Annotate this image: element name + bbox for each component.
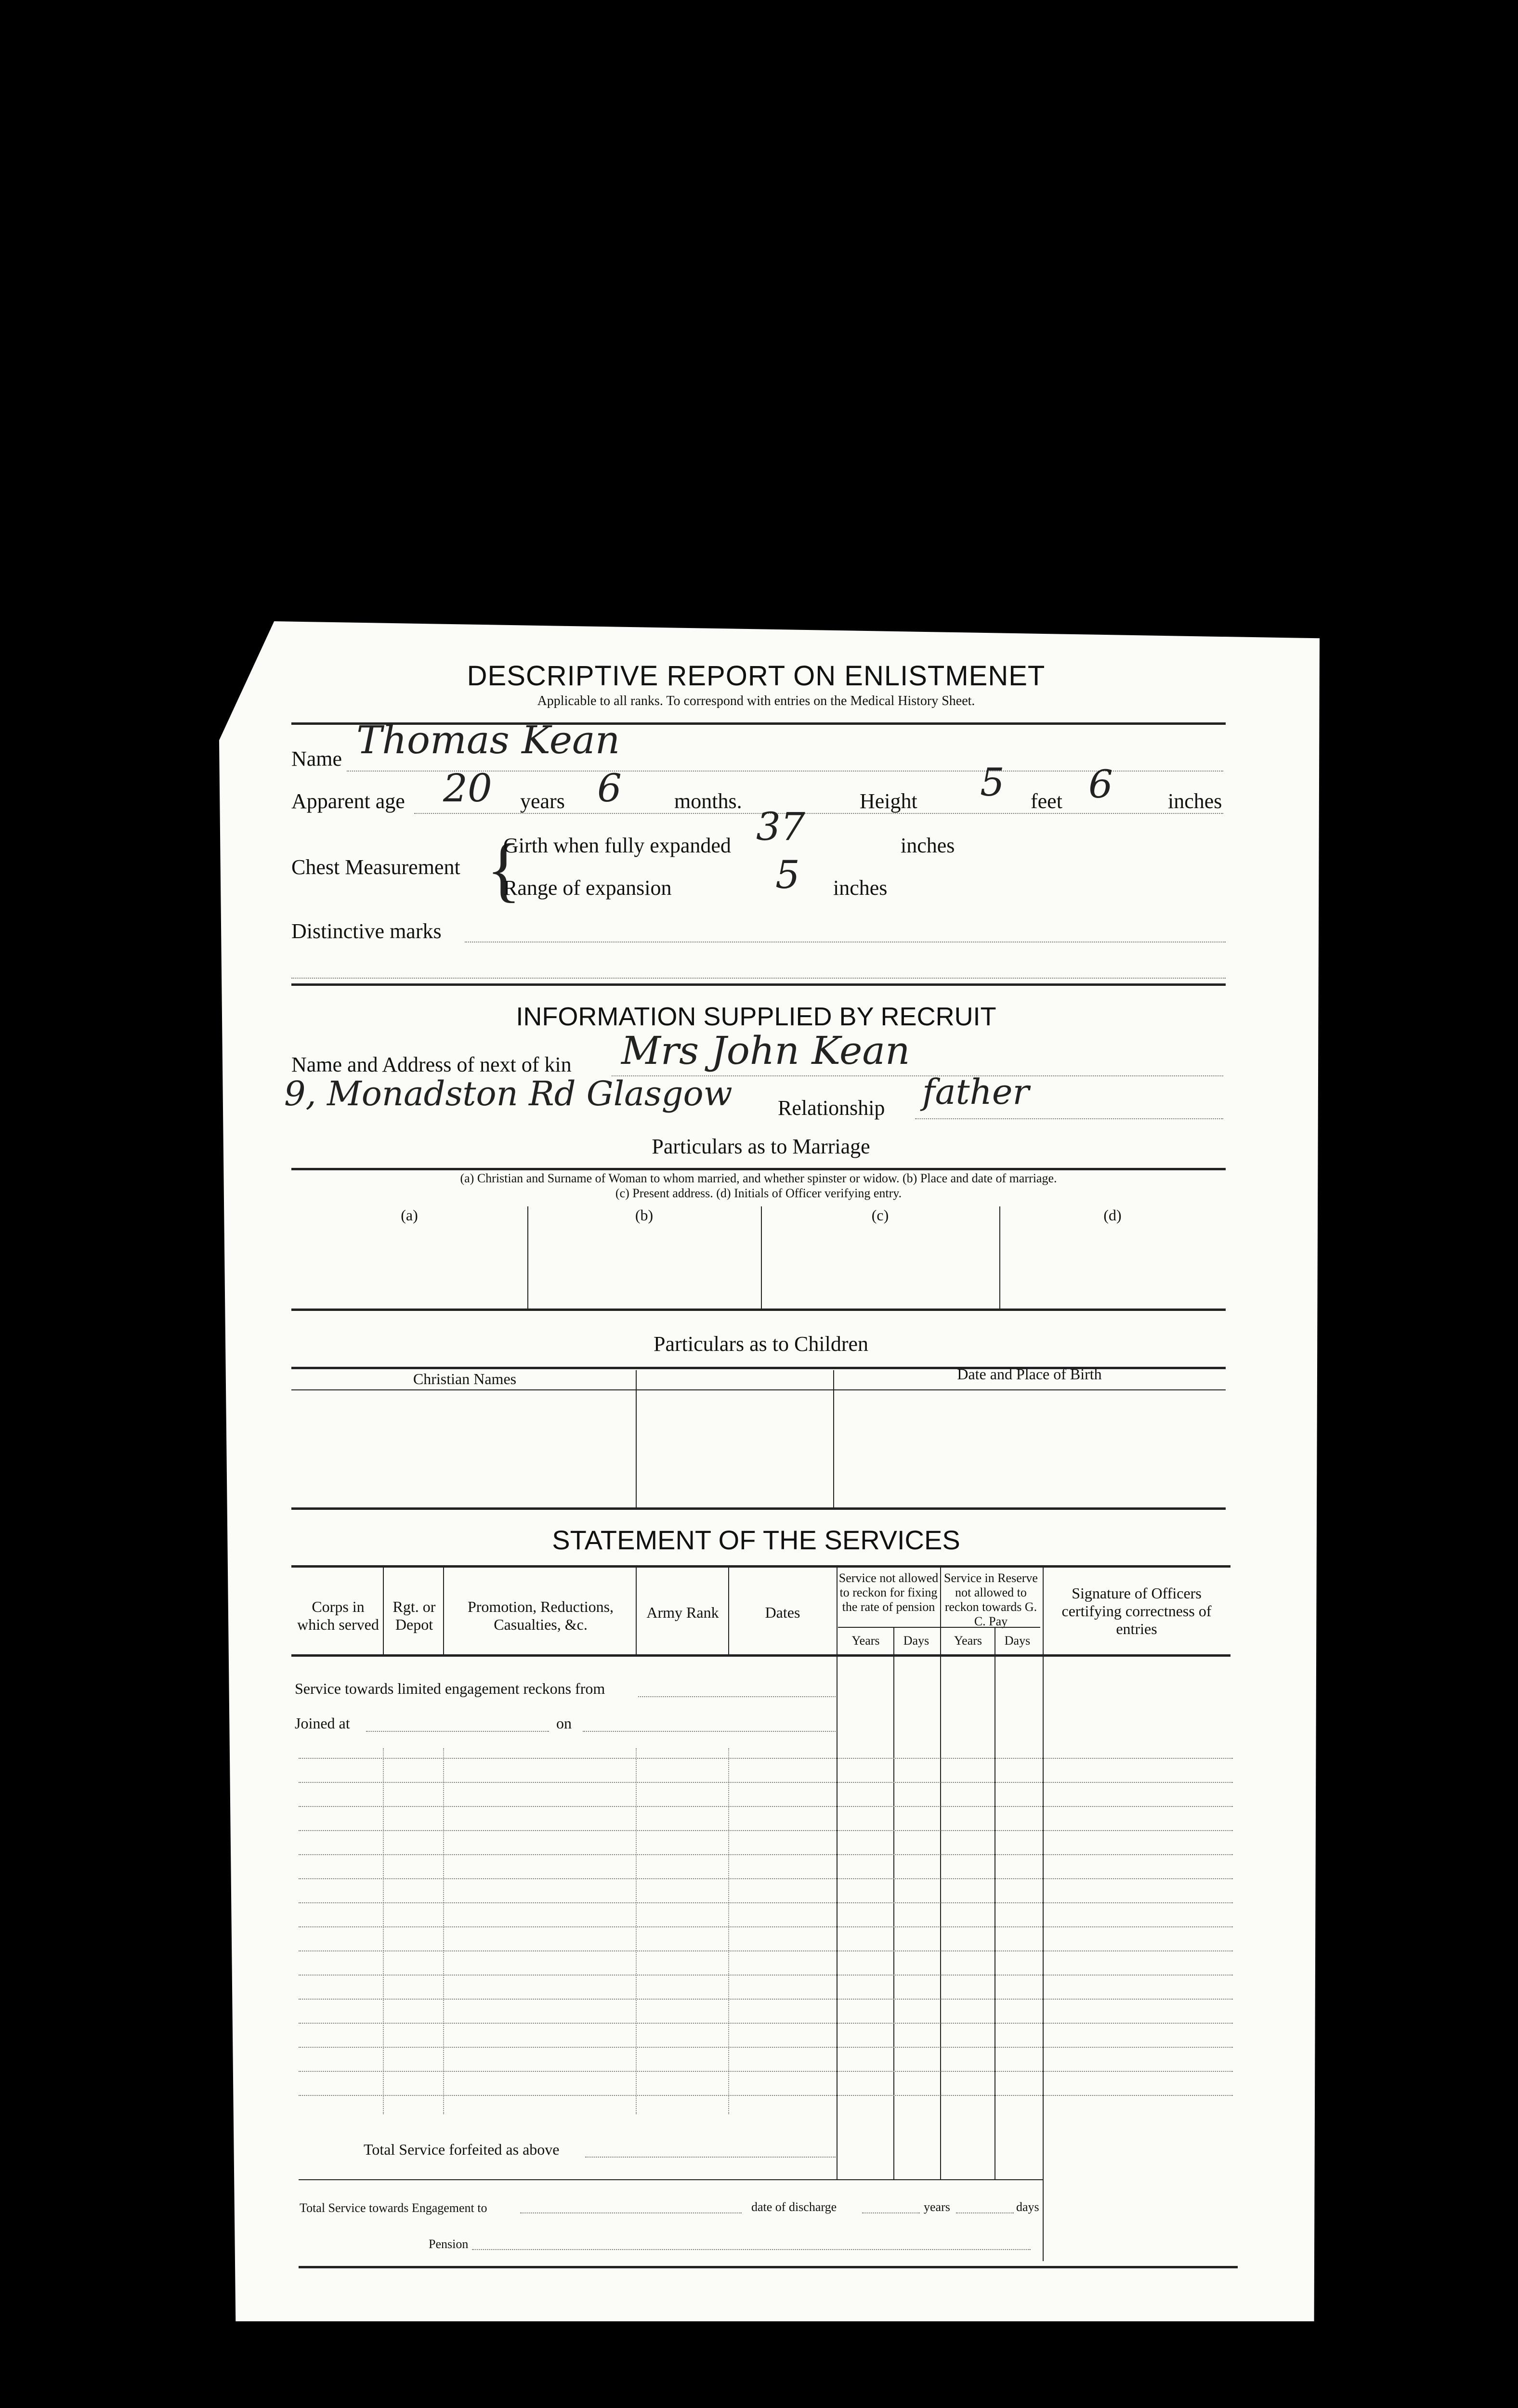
relationship-label: Relationship — [778, 1096, 885, 1120]
relationship-line — [915, 1118, 1223, 1119]
form-title: DESCRIPTIVE REPORT ON ENLISTMENET — [467, 660, 1046, 692]
marriage-col-d: (d) — [1103, 1206, 1122, 1224]
services-divider-rank — [728, 1568, 729, 1654]
children-divider-1 — [636, 1370, 637, 1507]
recruit-heading: INFORMATION SUPPLIED BY RECRUIT — [516, 1002, 996, 1031]
name-label: Name — [291, 747, 342, 771]
marriage-col-a: (a) — [401, 1206, 418, 1224]
form-subtitle: Applicable to all ranks. To correspond with entries on the Medical History Sheet. — [537, 694, 975, 708]
marriage-note-1: (a) Christian and Surname of Woman to whom married, and whether spinster or widow. (b) Place and date of marriage. — [460, 1171, 1057, 1185]
services-col-reserve: Service in Reserve not allowed to reckon towards G. C. Pay — [944, 1571, 1038, 1628]
age-years-value: 20 — [443, 766, 492, 811]
body-divider-corps — [383, 1748, 384, 2114]
totals-rule — [299, 2179, 1043, 2180]
marriage-col-b: (b) — [635, 1206, 654, 1224]
marriage-rule-top — [291, 1168, 1226, 1170]
age-months-value: 6 — [597, 766, 622, 811]
service-row-line-9 — [299, 1950, 1233, 1951]
service-row-line-15 — [299, 2095, 1233, 2096]
total-engagement-label: Total Service towards Engagement to — [300, 2201, 487, 2215]
total-line — [520, 2212, 742, 2213]
marriage-rule-bottom — [291, 1309, 1226, 1311]
section-rule-1 — [291, 983, 1226, 986]
services-header-rule — [291, 1654, 1230, 1657]
service-row-line-11 — [299, 1999, 1233, 2000]
service-row-line-2 — [299, 1782, 1233, 1783]
children-divider-2 — [833, 1370, 834, 1507]
services-col-rgt: Rgt. or Depot — [393, 1598, 436, 1633]
services-col-rank: Army Rank — [646, 1604, 719, 1621]
inches-label: inches — [1168, 789, 1222, 813]
services-rule-top — [291, 1565, 1230, 1568]
marriage-divider-2 — [761, 1206, 762, 1309]
service-row-line-6 — [299, 1878, 1233, 1879]
services-col-promotion: Promotion, Reductions, Casualties, &c. — [467, 1598, 614, 1633]
chest-label: Chest Measurement — [291, 855, 460, 879]
name-value: Thomas Kean — [356, 718, 620, 762]
service-row-line-7 — [299, 1902, 1233, 1903]
forfeited-line — [585, 2157, 836, 2158]
services-col-signature: Signature of Officers certifying correctness of entries — [1061, 1584, 1212, 1637]
body-divider-promotion — [636, 1748, 637, 2114]
service-row-line-3 — [299, 1806, 1233, 1807]
range-unit: inches — [833, 876, 888, 900]
joined-label: Joined at — [295, 1714, 350, 1732]
service-row-line-10 — [299, 1975, 1233, 1976]
marriage-heading: Particulars as to Marriage — [652, 1135, 870, 1158]
service-row-line-1 — [299, 1758, 1233, 1759]
girth-unit: inches — [901, 834, 955, 857]
total-years-line — [956, 2212, 1014, 2213]
range-label: Range of expansion — [503, 876, 672, 900]
girth-value: 37 — [756, 804, 805, 849]
children-col-birth: Date and Place of Birth — [957, 1365, 1102, 1383]
address-value: 9, Monadston Rd Glasgow — [284, 1074, 733, 1113]
on-label: on — [556, 1714, 572, 1732]
children-col-names: Christian Names — [413, 1370, 517, 1387]
chest-brace: { — [486, 829, 521, 909]
pension-line — [472, 2249, 1031, 2250]
services-col-dates: Dates — [765, 1604, 800, 1621]
services-col-corps: Corps in which served — [297, 1598, 379, 1633]
services-divider-res-days — [1043, 1568, 1044, 2261]
service-row-line-14 — [299, 2071, 1233, 2072]
services-rule-bottom — [299, 2266, 1238, 2268]
total-years-label: years — [924, 2200, 950, 2214]
not-allowed-days: Days — [903, 1634, 929, 1648]
limited-engagement-label: Service towards limited engagement reckons from — [295, 1680, 605, 1697]
forfeited-label: Total Service forfeited as above — [364, 2141, 560, 2158]
body-divider-rank — [728, 1748, 729, 2114]
age-label: Apparent age — [291, 789, 405, 813]
kin-value: Mrs John Kean — [621, 1028, 910, 1073]
service-row-line-12 — [299, 2023, 1233, 2024]
feet-label: feet — [1031, 789, 1062, 813]
children-rule-bottom — [291, 1507, 1226, 1510]
joined-line — [366, 1731, 549, 1732]
years-label: years — [520, 789, 565, 813]
services-divider-corps — [383, 1568, 384, 1654]
months-label: months. — [674, 789, 742, 813]
marriage-divider-3 — [999, 1206, 1000, 1309]
relationship-value: father — [922, 1072, 1029, 1112]
age-line — [414, 813, 1223, 814]
services-col-not-allowed: Service not allowed to reckon for fixing the rate of pension — [838, 1571, 939, 1614]
height-inches-value: 6 — [1088, 762, 1113, 807]
reserve-years: Years — [954, 1634, 982, 1648]
kin-label: Name and Address of next of kin — [291, 1053, 572, 1076]
discharge-line — [862, 2212, 920, 2213]
services-divider-rgt — [443, 1568, 444, 1654]
height-feet-value: 5 — [980, 760, 1005, 805]
services-subheader-rule — [838, 1627, 1040, 1628]
body-divider-rgt — [443, 1748, 444, 2114]
discharge-label: date of discharge — [751, 2200, 837, 2214]
not-allowed-years: Years — [851, 1634, 880, 1648]
girth-label: Girth when fully expanded — [503, 834, 731, 857]
on-line — [583, 1731, 836, 1732]
service-row-line-13 — [299, 2047, 1233, 2048]
services-heading: STATEMENT OF THE SERVICES — [552, 1525, 960, 1555]
services-divider-promotion — [636, 1568, 637, 1654]
height-label: Height — [860, 789, 917, 813]
children-heading: Particulars as to Children — [653, 1332, 868, 1356]
services-divider-dates — [837, 1568, 838, 2179]
total-days-label: days — [1016, 2200, 1039, 2214]
limited-line — [638, 1696, 836, 1697]
services-divider-na-days — [940, 1568, 941, 2179]
reserve-days: Days — [1004, 1634, 1031, 1648]
service-row-line-8 — [299, 1926, 1233, 1927]
marks-line-2 — [291, 978, 1226, 979]
marriage-col-c: (c) — [871, 1206, 889, 1224]
pension-label: Pension — [429, 2237, 469, 2251]
children-header-rule — [291, 1389, 1226, 1390]
marks-label: Distinctive marks — [291, 919, 442, 943]
marriage-note-2: (c) Present address. (d) Initials of Officer verifying entry. — [615, 1186, 902, 1200]
service-row-line-4 — [299, 1830, 1233, 1831]
marriage-divider-1 — [527, 1206, 528, 1309]
range-value: 5 — [775, 852, 800, 897]
service-row-line-5 — [299, 1854, 1233, 1855]
